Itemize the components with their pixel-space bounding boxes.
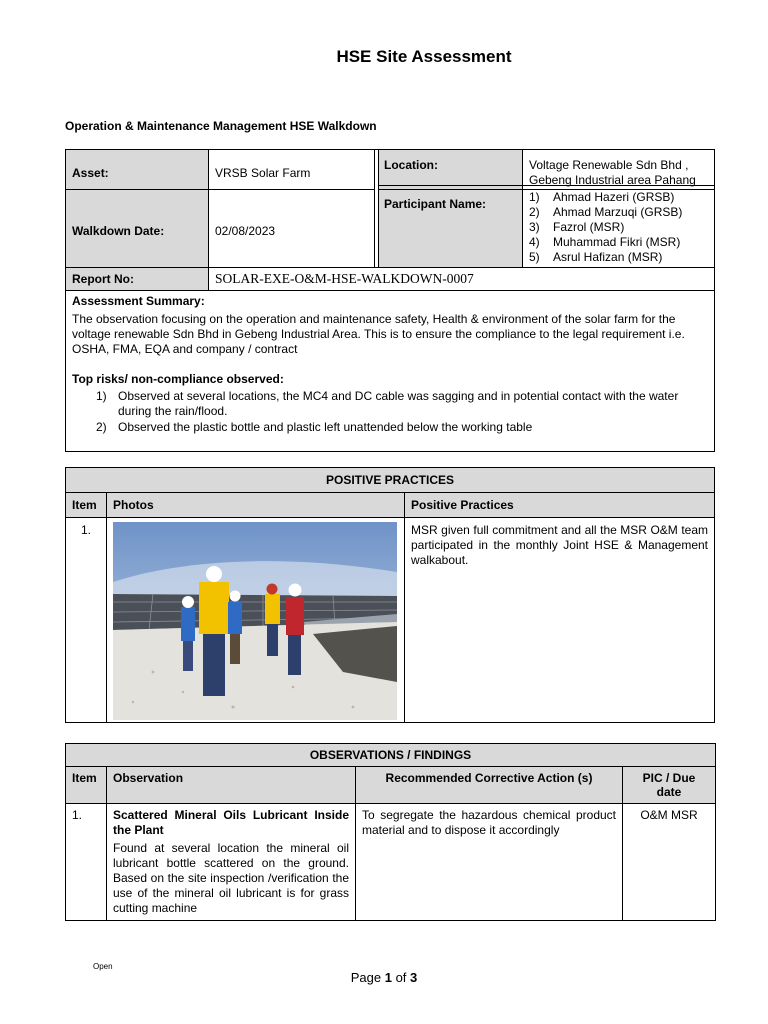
obs-item-number: 1. <box>66 804 107 921</box>
positive-heading: POSITIVE PRACTICES <box>66 468 715 493</box>
table-row <box>66 518 715 723</box>
obs-pic: O&M MSR <box>623 804 716 921</box>
obs-text: Found at several location the mineral oil lubricant bottle scattered on the ground. Based on the site inspection /verification the use of the mineral oil lubricant is for grass cutting machine <box>113 841 349 915</box>
document-subtitle: Operation & Maintenance Management HSE Walkdown <box>65 119 377 133</box>
participant-label: Participant Name: <box>384 197 487 211</box>
document-title: HSE Site Assessment <box>336 47 512 66</box>
asset-label: Asset: <box>72 166 109 180</box>
pp-item-number: 1. <box>66 518 107 723</box>
risks-list <box>72 389 708 435</box>
pp-col-photos: Photos <box>107 493 405 518</box>
site-walkdown-photo <box>113 522 397 720</box>
participant-item: 2) Ahmad Marzuqi (GRSB) <box>529 205 683 219</box>
obs-col-item: Item <box>66 767 107 804</box>
pp-practice-text: MSR given full commitment and all the MSR O&M team participated in the monthly Joint HSE & Management walkabout. <box>405 518 715 723</box>
assessment-summary <box>66 291 714 440</box>
participant-list <box>523 188 714 269</box>
observations-table <box>65 743 716 921</box>
table-row <box>66 804 716 921</box>
report-no-value: SOLAR-EXE-O&M-HSE-WALKDOWN-0007 <box>215 271 474 286</box>
pp-photo-cell <box>107 518 405 723</box>
location-label: Location: <box>384 158 438 172</box>
risk-item: 1) Observed at several locations, the MC4 and DC cable was sagging and in potential contact with the water during the rain/flood. <box>96 389 679 418</box>
location-value: Voltage Renewable Sdn Bhd , Gebeng Industrial area Pahang <box>529 158 696 187</box>
risks-label: Top risks/ non-compliance observed: <box>72 372 284 386</box>
obs-title: Scattered Mineral Oils Lubricant Inside the Plant <box>113 808 349 837</box>
summary-text: The observation focusing on the operation and maintenance safety, Health & environment of the solar farm for the voltage renewable Sdn Bhd in Gebeng Industrial Area. This is to ensure the compliance to the legal requirement i.e. OSHA, FMA, EQA and company / contract <box>72 312 685 356</box>
walkdown-date-value: 02/08/2023 <box>215 224 276 238</box>
summary-label: Assessment Summary: <box>72 294 205 308</box>
obs-observation-cell <box>107 804 356 921</box>
page-number: Page 1 of 3 <box>350 970 418 985</box>
obs-col-pic: PIC / Due date <box>623 767 716 804</box>
participant-item: 5) Asrul Hafizan (MSR) <box>529 250 663 264</box>
positive-practices-table <box>65 467 715 723</box>
info-table <box>65 149 715 452</box>
asset-value: VRSB Solar Farm <box>215 166 311 180</box>
obs-col-observation: Observation <box>107 767 356 804</box>
walkdown-date-label: Walkdown Date: <box>72 224 165 238</box>
risk-item: 2) Observed the plastic bottle and plastic left unattended below the working table <box>96 420 533 434</box>
report-no-label: Report No: <box>72 272 134 286</box>
obs-col-action: Recommended Corrective Action (s) <box>356 767 623 804</box>
obs-action: To segregate the hazardous chemical product material and to dispose it accordingly <box>356 804 623 921</box>
pp-col-practices: Positive Practices <box>405 493 715 518</box>
participant-item: 1) Ahmad Hazeri (GRSB) <box>529 190 675 204</box>
observations-heading: OBSERVATIONS / FINDINGS <box>66 744 716 767</box>
classification-label: Open <box>93 962 113 971</box>
participant-item: 4) Muhammad Fikri (MSR) <box>529 235 681 249</box>
participant-item: 3) Fazrol (MSR) <box>529 220 625 234</box>
pp-col-item: Item <box>66 493 107 518</box>
